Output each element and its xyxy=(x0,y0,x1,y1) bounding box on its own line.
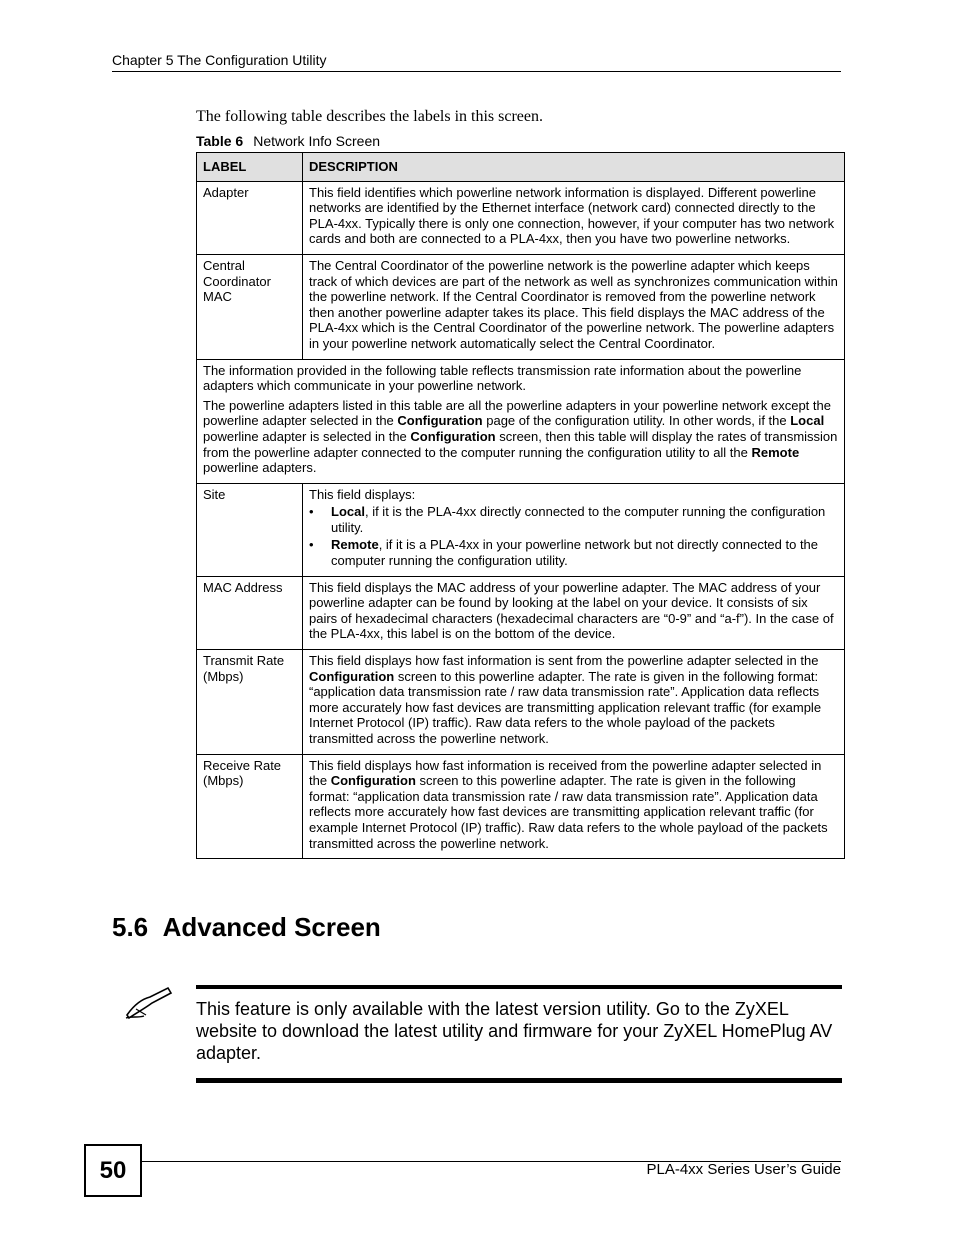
row-label xyxy=(197,254,303,359)
section-title: Advanced Screen xyxy=(162,912,381,942)
bold-term: Configuration xyxy=(330,773,416,789)
info-paragraph-1: The information provided in the following table reflects transmission rate information about the powerline adapters which communicate in your powerline network. xyxy=(203,362,802,394)
text-run: This field displays how fast information is received from the powerline adapter selected in the xyxy=(309,757,822,789)
label-line: Coordinator xyxy=(203,273,271,289)
text-run: The powerline adapters listed in this table are all the powerline adapters in your powerline network except the powerline adapter selected in the xyxy=(203,397,831,429)
row-label: MAC Address xyxy=(197,576,303,649)
note-pencil-icon xyxy=(124,985,174,1021)
label-line: MAC xyxy=(203,289,232,305)
chapter-header: Chapter 5 The Configuration Utility xyxy=(112,52,327,68)
label-line: Receive Rate xyxy=(203,757,282,773)
note-text: This feature is only available with the latest version utility. Go to the ZyXEL website to download the latest utility and firmware for your ZyXEL HomePlug AV adapter. xyxy=(196,999,833,1063)
table-row-central-coordinator xyxy=(197,254,845,359)
table-row-transmit-rate xyxy=(197,650,845,755)
network-info-table xyxy=(196,152,845,859)
header-rule xyxy=(112,71,841,72)
table-header-row xyxy=(197,153,845,182)
label-line: Central xyxy=(203,257,245,273)
site-intro: This field displays: xyxy=(309,486,416,502)
table-row-receive-rate xyxy=(197,754,845,859)
page-number: 50 xyxy=(84,1144,142,1197)
list-item xyxy=(309,537,839,568)
section-number: 5.6 xyxy=(112,912,149,942)
text-run: powerline adapters. xyxy=(203,460,317,476)
list-item xyxy=(309,504,839,535)
label-column-header: LABEL xyxy=(197,153,303,182)
row-description xyxy=(303,754,845,859)
row-label xyxy=(197,650,303,755)
bold-term: Configuration xyxy=(410,428,496,444)
intro-text: The following table describes the labels in this screen. xyxy=(196,108,544,125)
footer-guide-title: PLA-4xx Series User’s Guide xyxy=(646,1161,841,1178)
info-cell xyxy=(197,359,845,483)
row-description: This field identifies which powerline network information is displayed. Different powerline networks are identified by the Ethernet interface (network card) connected directly to the PLA-4xx. Typically there is only one connection, however, if your computer has two network cards and both are connected to a PLA-4xx, then you have two powerline networks. xyxy=(303,181,845,254)
description-column-header: DESCRIPTION xyxy=(303,153,845,182)
text-run: , if it is a PLA-4xx in your powerline network but not directly connected to the computer running the configuration utility. xyxy=(331,537,819,569)
text-run: screen, then this table will display the rates of transmission from the powerline adapter connected to the computer running the configuration utility to all the xyxy=(203,428,838,460)
table-row-adapter xyxy=(197,181,845,254)
label-line: (Mbps) xyxy=(203,773,244,789)
table-row-info xyxy=(197,359,845,483)
bold-term: Configuration xyxy=(397,413,483,429)
note-bottom-rule xyxy=(196,1078,842,1083)
row-description: The Central Coordinator of the powerline network is the powerline adapter which keeps track of which devices are part of the network as well as synchronizes communication within the powerline network. If the Central Coordinator is removed from the powerline network then another powerline adapter takes its place. This field displays the MAC address of the PLA-4xx which is the Central Coordinator of the powerline network. The powerline adapters in your powerline network automatically select the Central Coordinator. xyxy=(303,254,845,359)
text-run: This field displays how fast information is sent from the powerline adapter selected in the xyxy=(309,653,819,669)
row-label: Adapter xyxy=(197,181,303,254)
bold-term: Remote xyxy=(331,537,379,553)
table-row-site xyxy=(197,483,845,576)
label-line: (Mbps) xyxy=(203,668,244,684)
text-run: screen to this powerline adapter. The rate is given in the following format: “application data transmission rate / raw data transmission rate”. Application data reflects more accurately how fast devices are transmitting application relevant traffic (for example Internet Protocol (IP) traffic). Raw data refers to the whole payload of the packets transmitted across the powerline network. xyxy=(309,668,822,746)
row-description xyxy=(303,483,845,576)
label-line: Transmit Rate xyxy=(203,653,285,669)
bold-term: Local xyxy=(790,413,825,429)
table-row-mac-address xyxy=(197,576,845,649)
text-run: page of the configuration utility. In other words, if the xyxy=(482,413,791,429)
table-caption xyxy=(196,133,380,149)
row-description xyxy=(303,650,845,755)
row-label xyxy=(197,754,303,859)
text-run: , if it is the PLA-4xx directly connected to the computer running the configuration utility. xyxy=(331,504,826,535)
bold-term: Configuration xyxy=(309,668,395,684)
bold-term: Remote xyxy=(751,444,800,460)
row-label: Site xyxy=(197,483,303,576)
text-run: screen to this powerline adapter. The rate is given in the following format: “application data transmission rate / raw data transmission rate”. Application data reflects more accurately how fast devices are transmitting application relevant traffic (for example Internet Protocol (IP) traffic). Raw data refers to the whole payload of the packets transmitted across the powerline network. xyxy=(309,773,828,851)
site-bullet-list xyxy=(309,504,839,568)
text-run: powerline adapter is selected in the xyxy=(203,428,411,444)
info-paragraph-2 xyxy=(203,398,839,476)
row-description: This field displays the MAC address of your powerline adapter. The MAC address of your powerline adapter can be found by looking at the label on your device. It consists of six pairs of hexadecimal characters (hexadecimal characters are “0-9” and “a-f”). In the case of the PLA-4xx, this label is on the bottom of the device. xyxy=(303,576,845,649)
table-caption-title: Network Info Screen xyxy=(253,133,381,149)
section-heading xyxy=(112,912,381,943)
note-top-rule xyxy=(196,985,842,989)
bold-term: Local xyxy=(331,504,365,520)
table-caption-label: Table 6 xyxy=(196,133,244,149)
